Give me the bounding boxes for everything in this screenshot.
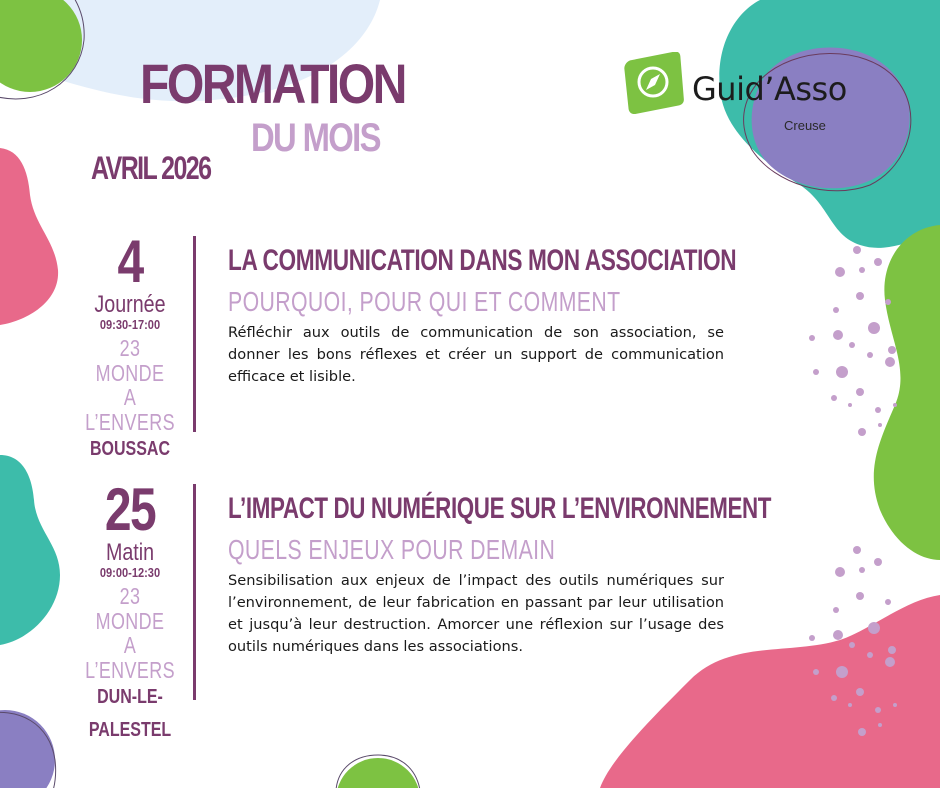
event-duration: Journée [94, 291, 166, 318]
event-description: Réfléchir aux outils de communication de son association, se donner les bons réflexes et créer un support de communication efficace et lisible. [228, 324, 724, 385]
lavender-circle-bottom-left [0, 710, 55, 788]
event-day: 4 [117, 228, 143, 295]
event-title: LA COMMUNICATION DANS MON ASSOCIATION [228, 244, 737, 277]
event-day: 25 [104, 476, 156, 543]
page-title: FORMATION [140, 52, 405, 115]
logo-region: Creuse [784, 118, 826, 133]
event-divider [193, 236, 196, 432]
event-subtitle: QUELS ENJEUX POUR DEMAIN [228, 534, 556, 565]
event-city-line1: BOUSSAC [89, 438, 170, 461]
pink-blob-left [0, 148, 58, 325]
event-date-block [70, 476, 190, 745]
event-venue-line2: A L’ENVERS [85, 632, 175, 684]
event-subtitle: POURQUOI, POUR QUI ET COMMENT [228, 286, 621, 317]
event-venue-line1: 23 MONDE [95, 334, 165, 386]
page-subtitle: DU MOIS [251, 116, 380, 160]
event-date-block [70, 228, 190, 464]
event-duration: Matin [105, 539, 155, 566]
event-city-line1: DUN-LE- [97, 686, 163, 709]
green-circle-bottom [336, 758, 420, 788]
event-divider [193, 484, 196, 700]
event-card [70, 228, 737, 461]
event-venue-line1: 23 MONDE [95, 582, 165, 634]
month-label: AVRIL 2026 [91, 150, 211, 186]
event-venue-line2: A L’ENVERS [85, 384, 175, 436]
compass-icon [622, 52, 684, 114]
event-time: 09:30-17:00 [99, 317, 161, 333]
logo-name: Guid’Asso [692, 70, 847, 108]
dots-upper [809, 246, 897, 436]
event-title: L’IMPACT DU NUMÉRIQUE SUR L’ENVIRONNEMENT [228, 492, 772, 525]
guidasso-logo [622, 52, 852, 142]
teal-blob-left [0, 455, 60, 645]
green-blob-right [874, 225, 940, 560]
event-content [228, 244, 737, 388]
event-city-line2: PALESTEL [88, 719, 172, 742]
event-card [70, 476, 772, 742]
event-time: 09:00-12:30 [99, 565, 161, 581]
event-description: Sensibilisation aux enjeux de l’impact des outils numériques sur l’environnement, de leur fabrication en passant par leur utilisation et jusqu’à leur destruction. Amorcer une réflexion sur l’usage des outils numériques dans les associations. [228, 572, 724, 655]
event-content [228, 492, 772, 658]
